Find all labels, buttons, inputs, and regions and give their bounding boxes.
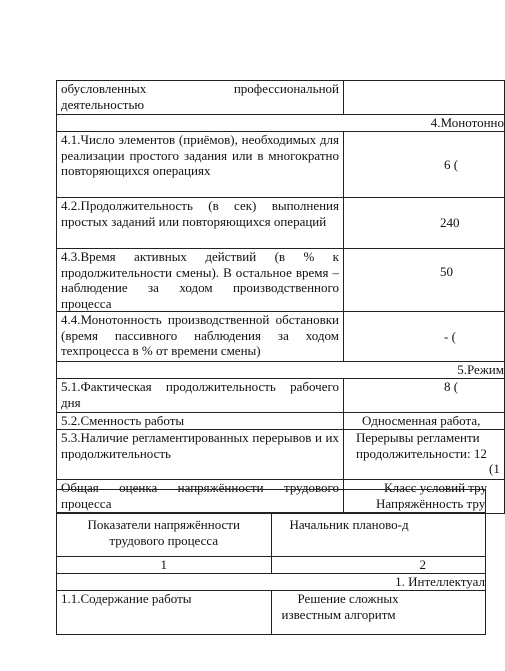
table-row [57,557,486,574]
row-1-1-value-line: Решение сложных [297,591,399,606]
column-number-2: 2 [271,557,486,574]
row-4-2-value: 240 [344,198,505,249]
header-indicators: Показатели напряжённости трудового процесса [57,513,272,557]
row-4-1-label: 4.1.Число элементов (приёмов), необходимых для реализации простого задания или в многократно повторяющихся операциях [57,132,344,198]
overall-value-line: Напряжённость тру [376,495,486,511]
row-5-1-label: 5.1.Фактическая продолжительность рабочего дня [57,379,344,413]
section-1-title: 1. Интеллектуал [57,574,486,591]
row-5-2-value: Односменная работа, [344,413,505,430]
row-5-2-label: 5.2.Сменность работы [57,413,344,430]
tension-table-2 [56,489,486,635]
row-4-2-label: 4.2.Продолжительность (в сек) выполнения простых заданий или повторяющихся операций [57,198,344,249]
table-row [57,379,505,413]
row-4-3-value: 50 [344,249,505,312]
table-row [57,312,505,362]
row-1-1-label: 1.1.Содержание работы [57,591,272,635]
table-header-row [57,513,486,557]
row-5-3-value-line: продолжительности: 12 [356,445,487,461]
section-row [57,362,505,379]
row-1-1-value-line: известным алгоритм [281,606,396,622]
row-4-1-value: 6 ( [344,132,505,198]
row-intro-value [344,81,505,115]
row-5-3-value [344,430,505,480]
column-number-1: 1 [57,557,272,574]
header-position: Начальник планово-д [271,513,486,557]
table-row [57,490,486,513]
blank-row [57,490,486,513]
table-row [57,249,505,312]
table-row [57,591,486,635]
row-4-4-label: 4.4.Монотонность производственной обстановки (время пассивного наблюдения за ходом техпроцесса в % от времени смены) [57,312,344,362]
row-5-1-value: 8 ( [344,379,505,413]
section-row [57,115,505,132]
row-5-3-label: 5.3.Наличие регламентированных перерывов и их продолжительность [57,430,344,480]
overall-value-line: Класс условий тру [384,480,487,495]
table-row [57,413,505,430]
table-row [57,132,505,198]
row-1-1-value [271,591,486,635]
row-intro-label: обусловленных профессиональной деятельностью [57,81,344,115]
row-4-3-label: 4.3.Время активных действий (в % к продолжительности смены). В остальное время – наблюдение за ходом производственного процесса [57,249,344,312]
tension-table-continued [56,80,505,514]
section-5-title: 5.Режим [57,362,505,379]
row-4-4-value: - ( [344,312,505,362]
table-row [57,430,505,480]
section-4-title: 4.Монотонно [57,115,505,132]
overall-label: Общая оценка напряжённости трудового процесса [57,480,344,514]
table-row [57,198,505,249]
row-5-3-value-line: (1 [489,461,500,476]
table-row [57,81,505,115]
row-5-3-value-line: Перерывы регламенти [356,430,480,445]
section-row [57,574,486,591]
